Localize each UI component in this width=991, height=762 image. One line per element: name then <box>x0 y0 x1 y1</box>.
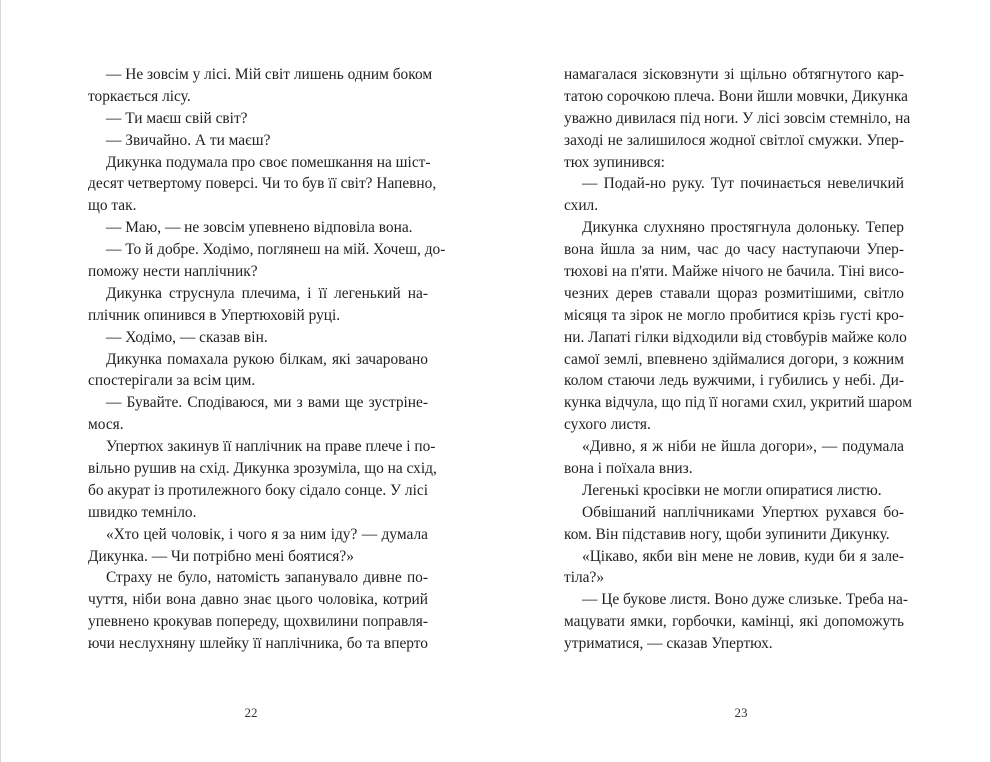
page-number-right: 23 <box>734 705 748 720</box>
text-line: «Цікаво, якби він мене не ловив, куди би я зале- <box>582 547 904 565</box>
text-line: торкається лісу. <box>88 87 191 105</box>
text-line: Дикунка подумала про своє помешкання на шіст- <box>106 153 431 171</box>
text-line: спостерігали за всім цим. <box>88 372 256 390</box>
text-line: Упертюх закинув її наплічник на праве плече і по- <box>106 438 436 456</box>
text-line: — Бувайте. Сподіваюся, ми з вами ще зустріне- <box>106 394 428 412</box>
text-line: колом стаючи ледь вужчими, і губились у небі. Ди- <box>564 372 904 390</box>
text-line: — Звичайно. А ти маєш? <box>106 131 271 149</box>
text-line: вона йшла за ним, час до часу наступаючи Упер- <box>564 241 904 259</box>
text-line: Дикунка помахала рукою білкам, які зачаровано <box>106 350 428 368</box>
text-line: десят четвертому поверсі. Чи то був її світ? Напевно, <box>88 175 437 193</box>
text-line: «Дивно, я ж ніби не йшла догори», — подумала <box>582 438 904 456</box>
text-line: заході не залишилося жодної світлої смужки. Упер- <box>564 131 904 149</box>
text-line: Обвішаний наплічниками Упертюх рухався бо- <box>582 503 904 521</box>
text-line: тюхові на п'яти. Майже нічого не бачила. Тіні висо- <box>564 263 904 281</box>
text-line: ни. Лапаті гілки відходили від стовбурів майже коло <box>564 328 907 346</box>
text-line: що так. <box>88 197 137 215</box>
text-line: — Маю, — не зовсім упевнено відповіла вона. <box>106 219 413 237</box>
text-line: чезних дерев ставали щораз розмитішими, світло <box>564 284 904 302</box>
text-line: бо акурат із протилежного боку сідало сонце. У лісі <box>88 481 428 499</box>
text-line: тіла?» <box>564 569 605 587</box>
text-line: утриматися, — сказав Упертюх. <box>564 635 773 653</box>
text-line: швидко темніло. <box>88 503 197 521</box>
text-line: вільно рушив на схід. Дикунка зрозуміла, що на схід, <box>88 460 437 478</box>
text-line: татою сорочкою плеча. Вони йшли мовчки, Дикунка <box>564 87 908 105</box>
text-line: Страху не було, натомість запанувало дивне по- <box>106 569 428 587</box>
text-line: — Ти маєш свій світ? <box>106 109 248 127</box>
text-line: вона і поїхала вниз. <box>564 460 693 478</box>
text-line: чуття, ніби вона давно знає цього чоловіка, котрий <box>88 591 428 609</box>
text-line: ючи неслухняну шлейку її наплічника, бо та вперто <box>88 635 428 653</box>
text-line: Дикунка струснула плечима, і її легенький на- <box>106 284 428 302</box>
text-line: — Ходімо, — сказав він. <box>106 328 268 346</box>
text-line: тюх зупинився: <box>564 153 665 171</box>
text-line: — Це букове листя. Воно дуже слизьке. Треба на- <box>582 591 908 609</box>
text-line: самої землі, впевнено здіймалися догори, з кожним <box>564 350 904 368</box>
text-line: мацувати ямки, горбочки, камінці, які допоможуть <box>564 613 904 631</box>
text-line: Дикунка. — Чи потрібно мені боятися?» <box>88 547 354 565</box>
text-line: — Не зовсім у лісі. Мій світ лишень одним боком <box>106 66 433 83</box>
text-line: мося. <box>88 416 124 434</box>
text-line: «Хто цей чоловік, і чого я за ним іду? — думала <box>106 525 428 543</box>
text-line: плічник опинився в Упертюховій руці. <box>88 306 341 324</box>
text-line: — Подай-но руку. Тут починається невеличкий <box>582 175 904 193</box>
text-line: місяця та зірок не могло пробитися крізь густі кро- <box>564 306 904 324</box>
text-line: Дикунка слухняно простягнула долоньку. Тепер <box>582 219 904 237</box>
right-page <box>564 64 912 655</box>
page-number-left: 22 <box>244 705 258 720</box>
text-line: поможу нести наплічник? <box>88 263 258 281</box>
text-line: упевнено крокував попереду, щохвилини поправля- <box>88 613 428 631</box>
text-line: уважно дивилася під ноги. У лісі зовсім стемніло, на <box>564 109 911 127</box>
text-line: ком. Він підставив ногу, щоби зупинити Дикунку. <box>564 525 890 543</box>
text-line: намагалася зісковзнути зі щільно обтягнутого кар- <box>564 66 904 83</box>
text-line: схил. <box>564 197 599 215</box>
text-line: кунка відчула, що під її ногами схил, укритий шаром <box>564 394 912 412</box>
text-line: сухого листя. <box>564 416 651 434</box>
text-line: — То й добре. Ходімо, поглянеш на мій. Хочеш, до- <box>106 241 446 259</box>
text-line: Легенькі кросівки не могли опиратися листю. <box>582 481 882 499</box>
left-page-edge <box>0 0 1 762</box>
left-page <box>88 64 446 655</box>
